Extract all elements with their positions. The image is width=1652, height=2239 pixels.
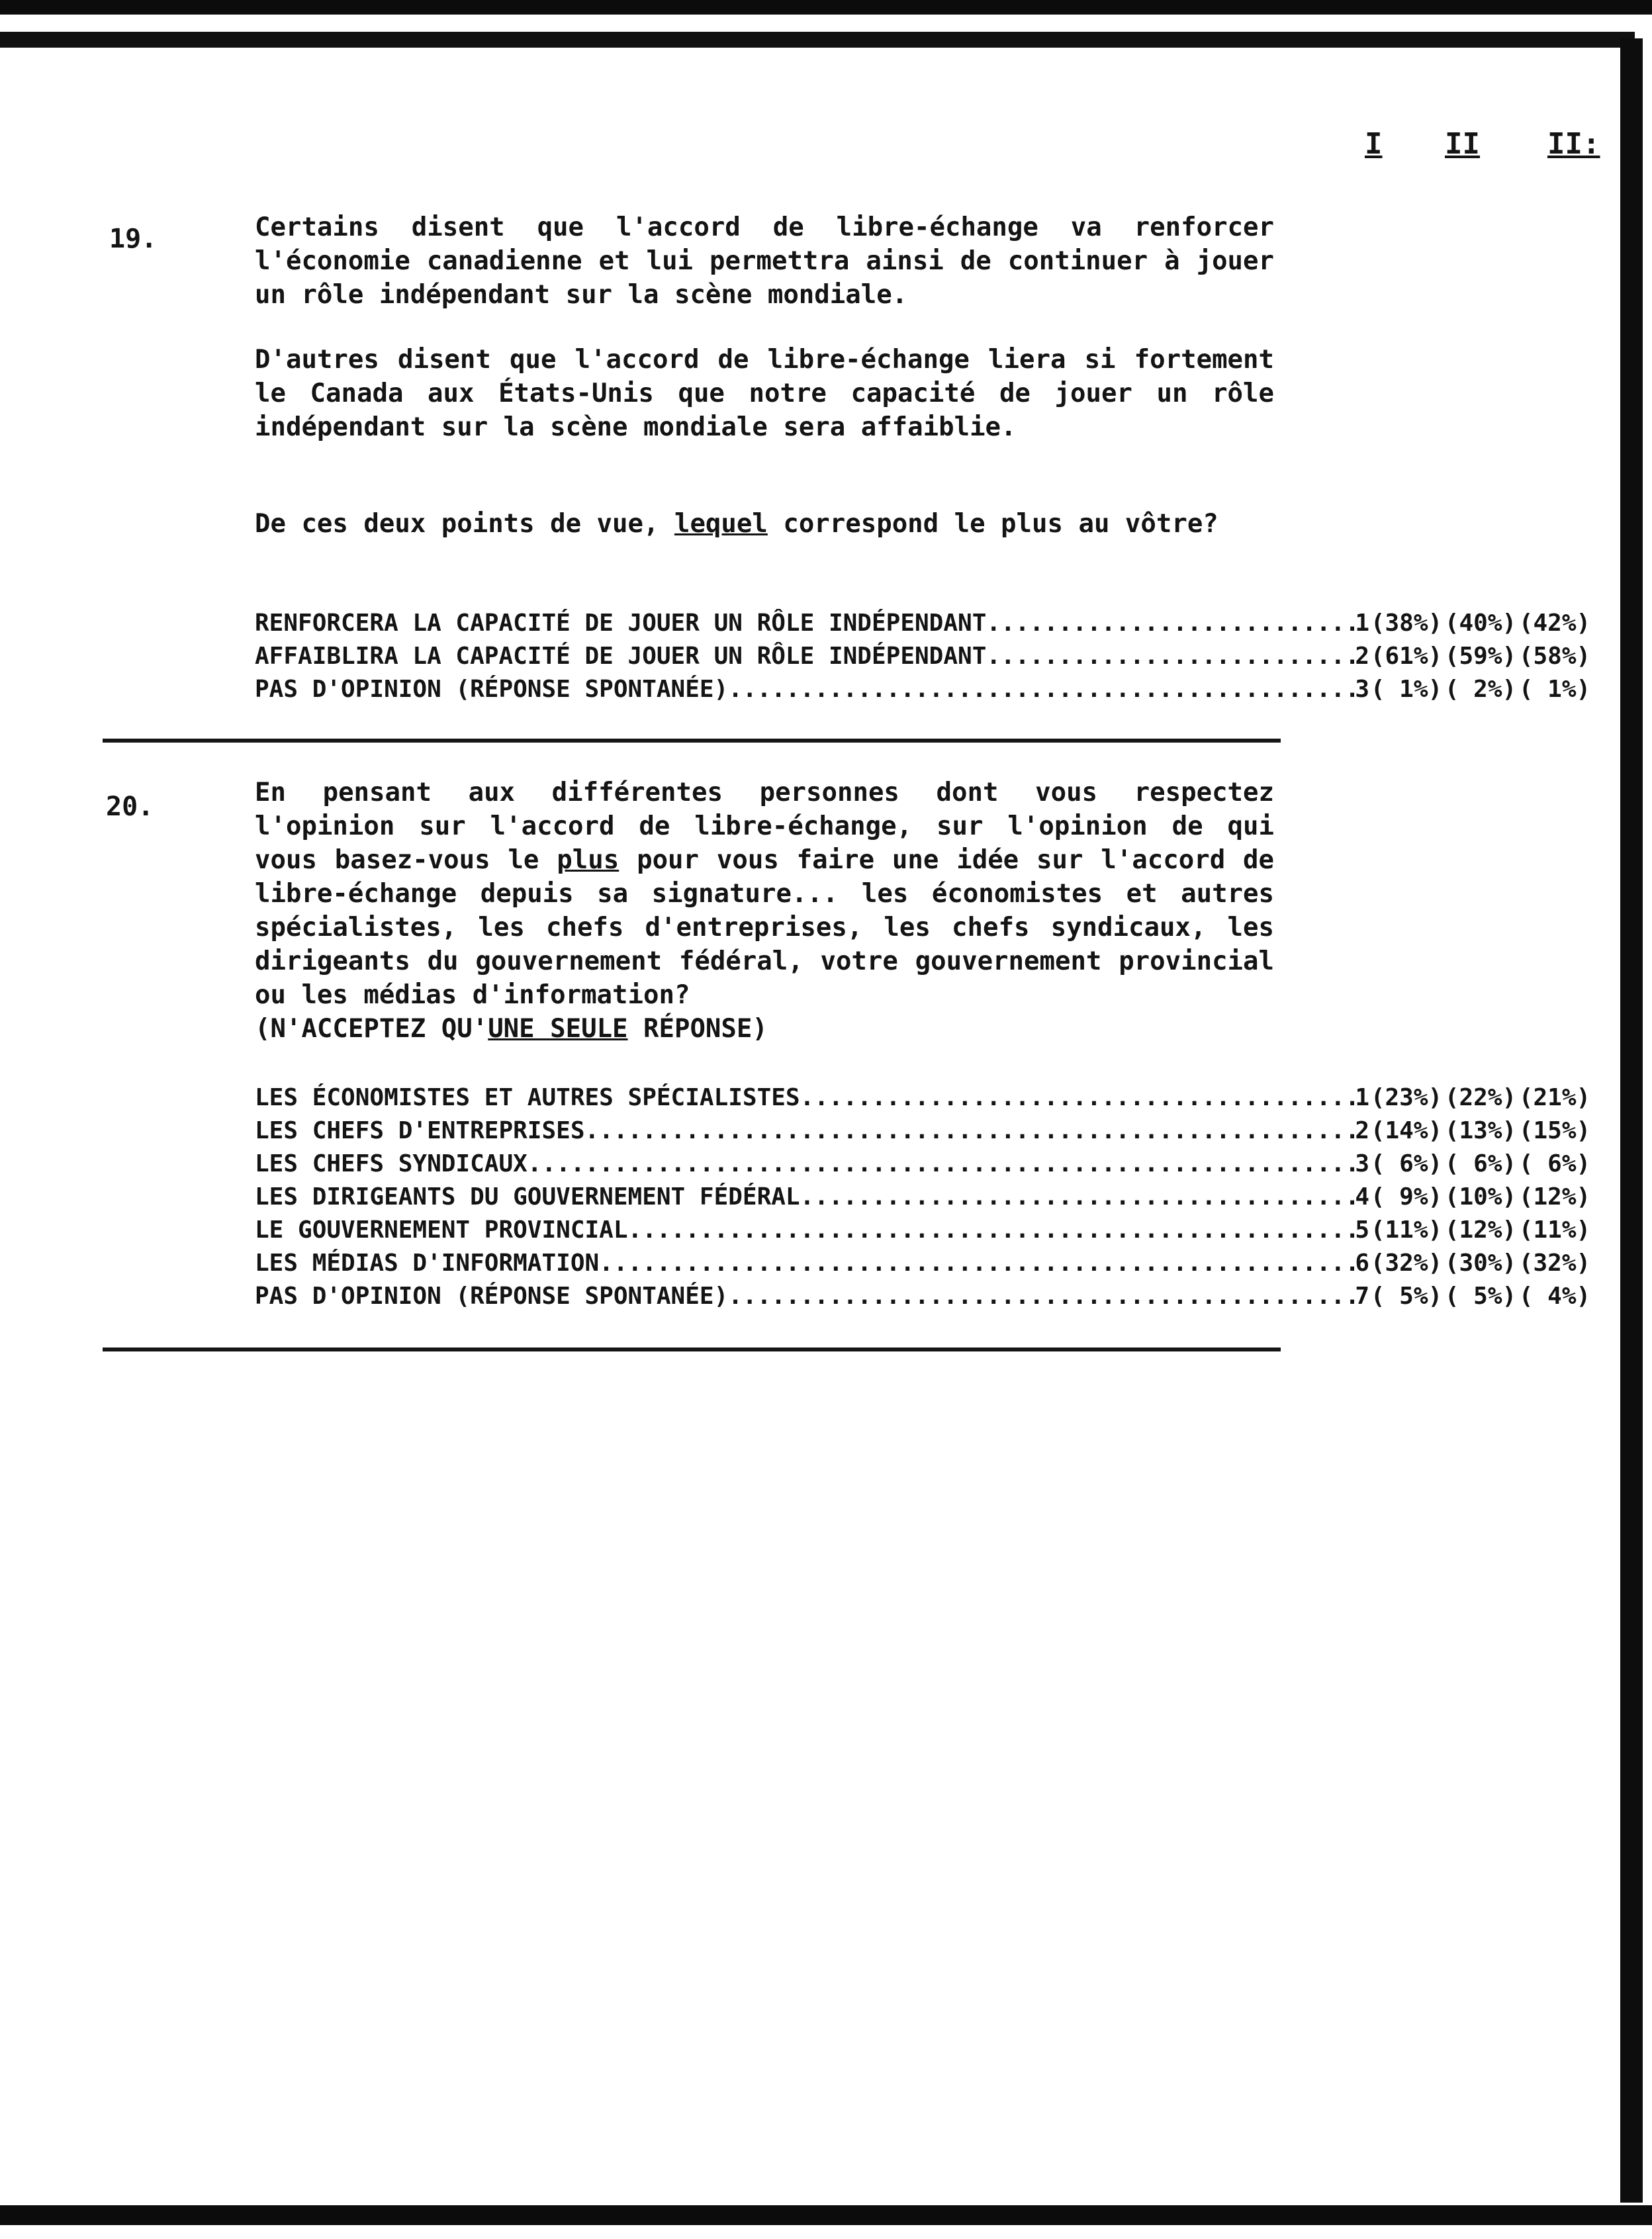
column-header-1: I [1365,127,1383,161]
q20-question: En pensant aux différentes personnes dont vous respectez l'opinion sur l'accord de libre-échange, sur l'opinion de qui vous basez-vous le plus pour vous faire une idée sur l'accord de libre-échange depuis sa signature... les économistes et autres spécialistes, les chefs d'entreprises, les chefs syndicaux, les dirigeants du gouvernement fédéral, votre gouvernement provincial ou les médias d'information? (N'ACCEPTEZ QU'UNE SEULE RÉPONSE) [255,778,1275,1044]
column-header-2: II [1445,127,1480,161]
answer-option: AFFAIBLIRA LA CAPACITÉ DE JOUER UN RÔLE INDÉPENDANT ..... 2 (61%) (59%) (58%) [255,640,1592,673]
q20-instruction: (N'ACCEPTEZ QU'UNE SEULE RÉPONSE) [255,1014,768,1044]
question-number-19: 19. [109,224,158,254]
column-headers [1350,127,1602,167]
column-header-3: II: [1547,127,1600,161]
q19-question: De ces deux points de vue, lequel correspond le plus au vôtre? [255,509,1218,539]
answer-option: PAS D'OPINION (RÉPONSE SPONTANÉE) ..... 7 ( 5%) ( 5%) ( 4%) [255,1280,1592,1313]
answer-option: RENFORCERA LA CAPACITÉ DE JOUER UN RÔLE INDÉPENDANT ..... 1 (38%) (40%) (42%) [255,607,1592,640]
q19-paragraph-1: Certains disent que l'accord de libre-échange va renforcer l'économie canadienne et lui permettra ainsi de continuer à jouer un rôle indépendant sur la scène mondiale. [255,212,1274,310]
q19-options [255,607,1592,706]
q20-emphasis: plus [557,845,620,875]
q19-paragraph-2: D'autres disent que l'accord de libre-échange liera si fortement le Canada aux États-Unis que notre capacité de jouer un rôle indépendant sur la scène mondiale sera affaiblie. [255,345,1274,442]
answer-option: LES CHEFS SYNDICAUX ..... 3 ( 6%) ( 6%) ( 6%) [255,1148,1592,1181]
section-divider [103,739,1281,743]
answer-option: LES CHEFS D'ENTREPRISES ..... 2 (14%) (13%) (15%) [255,1115,1592,1148]
scan-top-edge [0,0,1652,15]
scan-top-border [0,32,1635,48]
question-number-20: 20. [106,792,154,822]
answer-option: LES ÉCONOMISTES ET AUTRES SPÉCIALISTES ..... 1 (23%) (22%) (21%) [255,1081,1592,1115]
answer-option: LE GOUVERNEMENT PROVINCIAL ..... 5 (11%) (12%) (11%) [255,1214,1592,1247]
q20-options [255,1081,1592,1313]
answer-option: LES MÉDIAS D'INFORMATION ..... 6 (32%) (30%) (32%) [255,1247,1592,1280]
scan-right-border [1620,38,1643,2203]
q19-emphasis: lequel [674,509,768,539]
answer-option: LES DIRIGEANTS DU GOUVERNEMENT FÉDÉRAL ..... 4 ( 9%) (10%) (12%) [255,1181,1592,1214]
answer-option: PAS D'OPINION (RÉPONSE SPONTANÉE) ..... 3 ( 1%) ( 2%) ( 1%) [255,673,1592,706]
section-divider [103,1348,1281,1351]
scan-bottom-edge [0,2205,1652,2225]
